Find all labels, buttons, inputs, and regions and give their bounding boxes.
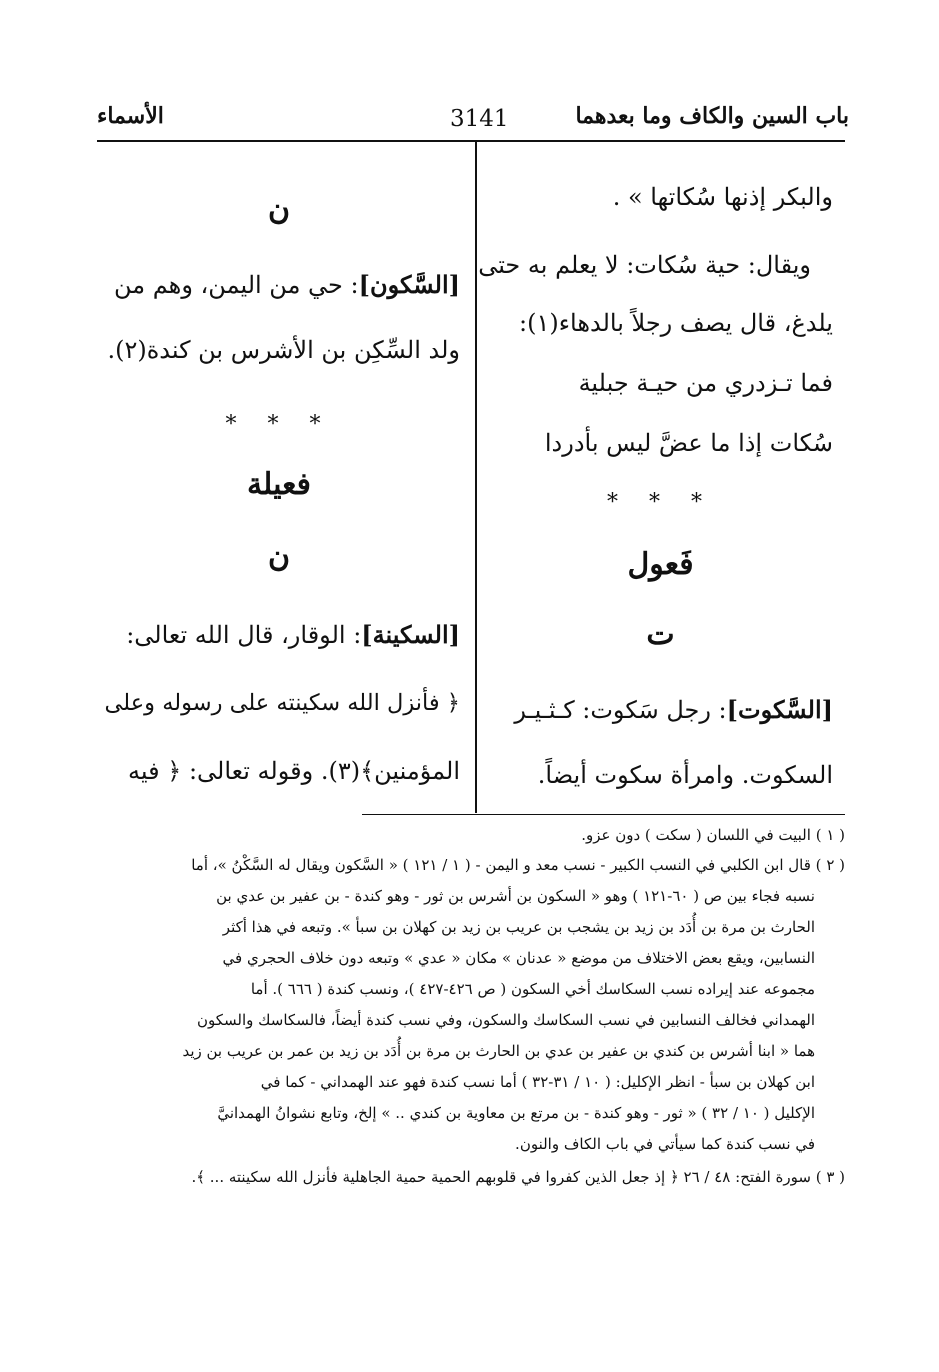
text-line: يلدغ، قال يصف رجلاً بالدهاء(١):	[519, 309, 833, 337]
text-line: السكوت. وامرأة سكوت أيضاً.	[537, 761, 833, 789]
footnote-1: ( ١ ) البيت في اللسان ( سكت ) دون عزو.	[581, 826, 845, 844]
poem-verse-second-hemistich: سُكات إذا ما عضَّ ليس بأدردا	[544, 429, 833, 457]
letter-heading: ن	[267, 539, 291, 574]
footnote-2: ( ٢ ) قال ابن الكلبي في النسب الكبير - نسب معد و اليمن - ( ١ / ١٢١ ) « السَّكون ويقال له السَّكْنُ »، أما	[191, 856, 845, 874]
footnote-divider	[362, 814, 845, 815]
section-separator-stars: * * *	[607, 490, 714, 515]
letter-heading: ت	[646, 617, 675, 652]
header-divider	[97, 140, 845, 142]
column-divider	[475, 141, 477, 813]
footnote-2-line: مجموعه عند إيراده نسب السكاسك أخي السكون ( ص ٤٢٦-٤٢٧ )، ونسب كندة ( ٦٦٦ ). أما	[250, 980, 815, 998]
footnote-2-line: الإكليل ( ١٠ / ٣٢ ) « ثور - وهو كندة - بن مرتع بن معاوية بن كندي .. » إلخ، وتابع نشوانُ الهمدانيَّ	[217, 1104, 815, 1122]
footnote-2-line: النسابين، ويقع بعض الاختلاف من موضع « عدنان » مكان « عدي » وتبعه دون خلاف الحجري في	[222, 949, 815, 967]
footnote-2-line: الهمداني فخالف النسابين في نسب السكاسك والسكون، وفي نسب كندة أيضاً، فالسكاسك والسكون	[196, 1011, 815, 1029]
text-line: ويقال: حية سُكات: لا يعلم به حتى	[478, 251, 811, 279]
footnote-3: ( ٣ ) سورة الفتح: ٤٨ / ٢٦ ﴿ إذ جعل الذين كفروا في قلوبهم الحمية حمية الجاهلية فأنزل الله سكينته ... ﴾.	[191, 1168, 845, 1186]
entry-definition: : الوقار، قال الله تعالى:	[126, 621, 362, 649]
running-title-chapter: باب السين والكاف وما بعدهما	[575, 103, 849, 129]
footnote-2-line: في نسب كندة كما سيأتي في باب الكاف والنون.	[515, 1135, 815, 1153]
entry-line	[114, 265, 460, 305]
entry-line	[126, 615, 460, 655]
letter-heading: ن	[267, 192, 291, 227]
pattern-heading: فَعول	[627, 547, 694, 582]
poem-verse-first-hemistich: فما تـزدري من حيـة جبلية	[578, 369, 833, 397]
text-line: والبكر إذنها سُكاتها » .	[612, 183, 833, 211]
entry-term: [السَّكون]	[358, 270, 460, 299]
footnote-2-line: الحارث بن مرة بن أُدَد بن زيد بن يشجب بن عريب بن زيد بن كهلان بن سبأ ». وتبعه في هذا أكثر	[222, 918, 815, 936]
page-number: 3141	[450, 106, 509, 132]
pattern-heading: فعيلة	[247, 467, 311, 502]
entry-term: [السكينة]	[361, 620, 460, 649]
quran-quote-line: ﴿ فأنزل الله سكينته على رسوله وعلى	[104, 690, 460, 716]
entry-term: [السَّكوت]	[726, 695, 833, 724]
entry-definition: : رجل سَكوت: كـثـيـر	[514, 696, 727, 724]
footnote-2-line: هما « ابنا أشرس بن كندي بن عفير بن عدي بن الحارث بن مرة بن أُدَد بن زيد بن عمر بن عريب بن زيد	[182, 1042, 815, 1060]
footnote-2-line: ابن كهلان بن سبأ - انظر الإكليل: ( ١٠ / ٣١-٣٢ ) أما نسب كندة فهو عند الهمداني - كما في	[260, 1073, 815, 1091]
footnote-2-line: نسبه فجاء بين ص ( ٦٠-١٢١ ) وهو « السكون بن أشرس بن ثور - وهو كندة - بن عفير بن عدي بن	[216, 887, 815, 905]
running-title-section: الأسماء	[97, 103, 164, 129]
text-line: المؤمنين﴾(٣). وقوله تعالى: ﴿ فيه	[128, 757, 460, 785]
entry-line	[514, 690, 833, 730]
entry-definition: : حي من اليمن، وهم من	[113, 271, 359, 299]
section-separator-stars: * * *	[225, 412, 333, 437]
text-line: ولد السِّكِن بن الأشرس بن كندة(٢).	[107, 336, 460, 364]
